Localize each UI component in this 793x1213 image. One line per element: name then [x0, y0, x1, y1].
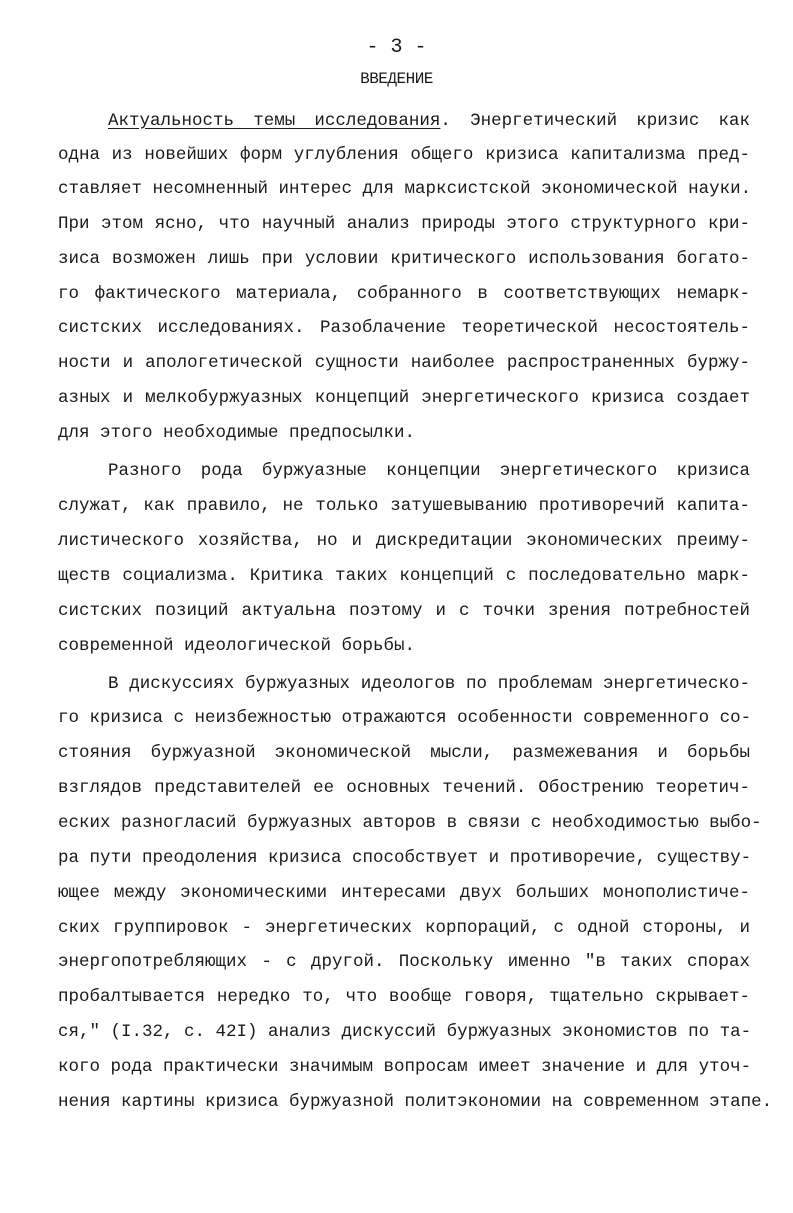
paragraph-line: кого рода практически значимым вопросам имеет значение и для уточ-: [58, 1057, 752, 1077]
section-heading: ВВЕДЕНИЕ: [360, 70, 433, 88]
paragraph-lead-text: . Энергетический кризис как: [440, 111, 751, 131]
paragraph-line: При этом ясно, что научный анализ природы этого структурного кри-: [58, 214, 750, 234]
paragraph-line: еских разногласий буржуазных авторов в связи с необходимостью выбо-: [58, 813, 762, 833]
paragraph-line: зиса возможен лишь при условии критического использования богато-: [58, 249, 750, 269]
paragraph-line: современной идеологической борьбы.: [58, 636, 416, 656]
paragraph-line: азных и мелкобуржуазных концепций энергетического кризиса создает: [58, 388, 750, 408]
paragraph-line: го фактического материала, собранного в соответствующих немарк-: [58, 284, 750, 304]
paragraph-line: ющее между экономическими интересами двух больших монополистиче-: [58, 883, 750, 903]
paragraph-line: го кризиса с неизбежностью отражаются особенности современного со-: [58, 708, 752, 728]
paragraph-line: ра пути преодоления кризиса способствует и противоречие, существу-: [58, 848, 752, 868]
paragraph-line: ществ социализма. Критика таких концепций с последовательно марк-: [58, 566, 750, 586]
paragraph-line: для этого необходимые предпосылки.: [58, 423, 416, 443]
paragraph-line: стояния буржуазной экономической мысли, размежевания и борьбы: [58, 743, 750, 763]
paragraph-line: пробалтывается нередко то, что вообще говоря, тщательно скрывает-: [58, 987, 750, 1007]
paragraph-line: ности и апологетической сущности наиболее распространенных буржу-: [58, 353, 750, 373]
page-number: - 3 -: [366, 36, 427, 59]
paragraph-line: энергопотребляющих - с другой. Поскольку именно "в таких спорах: [58, 952, 750, 972]
paragraph-line: систских исследованиях. Разоблачение теоретической несостоятель-: [58, 318, 750, 338]
paragraph-line: листического хозяйства, но и дискредитации экономических преиму-: [58, 531, 750, 551]
paragraph-line: ставляет несомненный интерес для марксистской экономической науки.: [58, 179, 752, 199]
paragraph-line: одна из новейших форм углубления общего кризиса капитализма пред-: [58, 145, 750, 165]
paragraph-line: ских группировок - энергетических корпораций, с одной стороны, и: [58, 918, 750, 938]
paragraph-line: [108, 106, 750, 136]
paragraph-line: систских позиций актуальна поэтому и с точки зрения потребностей: [58, 601, 750, 621]
topic-relevance-heading: Актуальность темы исследования: [108, 111, 441, 131]
paragraph-line: служат, как правило, не только затушевыванию противоречий капита-: [58, 496, 750, 516]
paragraph-line: ся," (I.32, с. 42I) анализ дискуссий буржуазных экономистов по та-: [58, 1022, 752, 1042]
paragraph-line: нения картины кризиса буржуазной политэкономии на современном этапе.: [58, 1092, 773, 1112]
paragraph-line: Разного рода буржуазные концепции энергетического кризиса: [108, 461, 750, 481]
paragraph-line: взглядов представителей ее основных течений. Обострению теоретич-: [58, 778, 750, 798]
paragraph-line: В дискуссиях буржуазных идеологов по проблемам энергетическо-: [108, 674, 750, 694]
